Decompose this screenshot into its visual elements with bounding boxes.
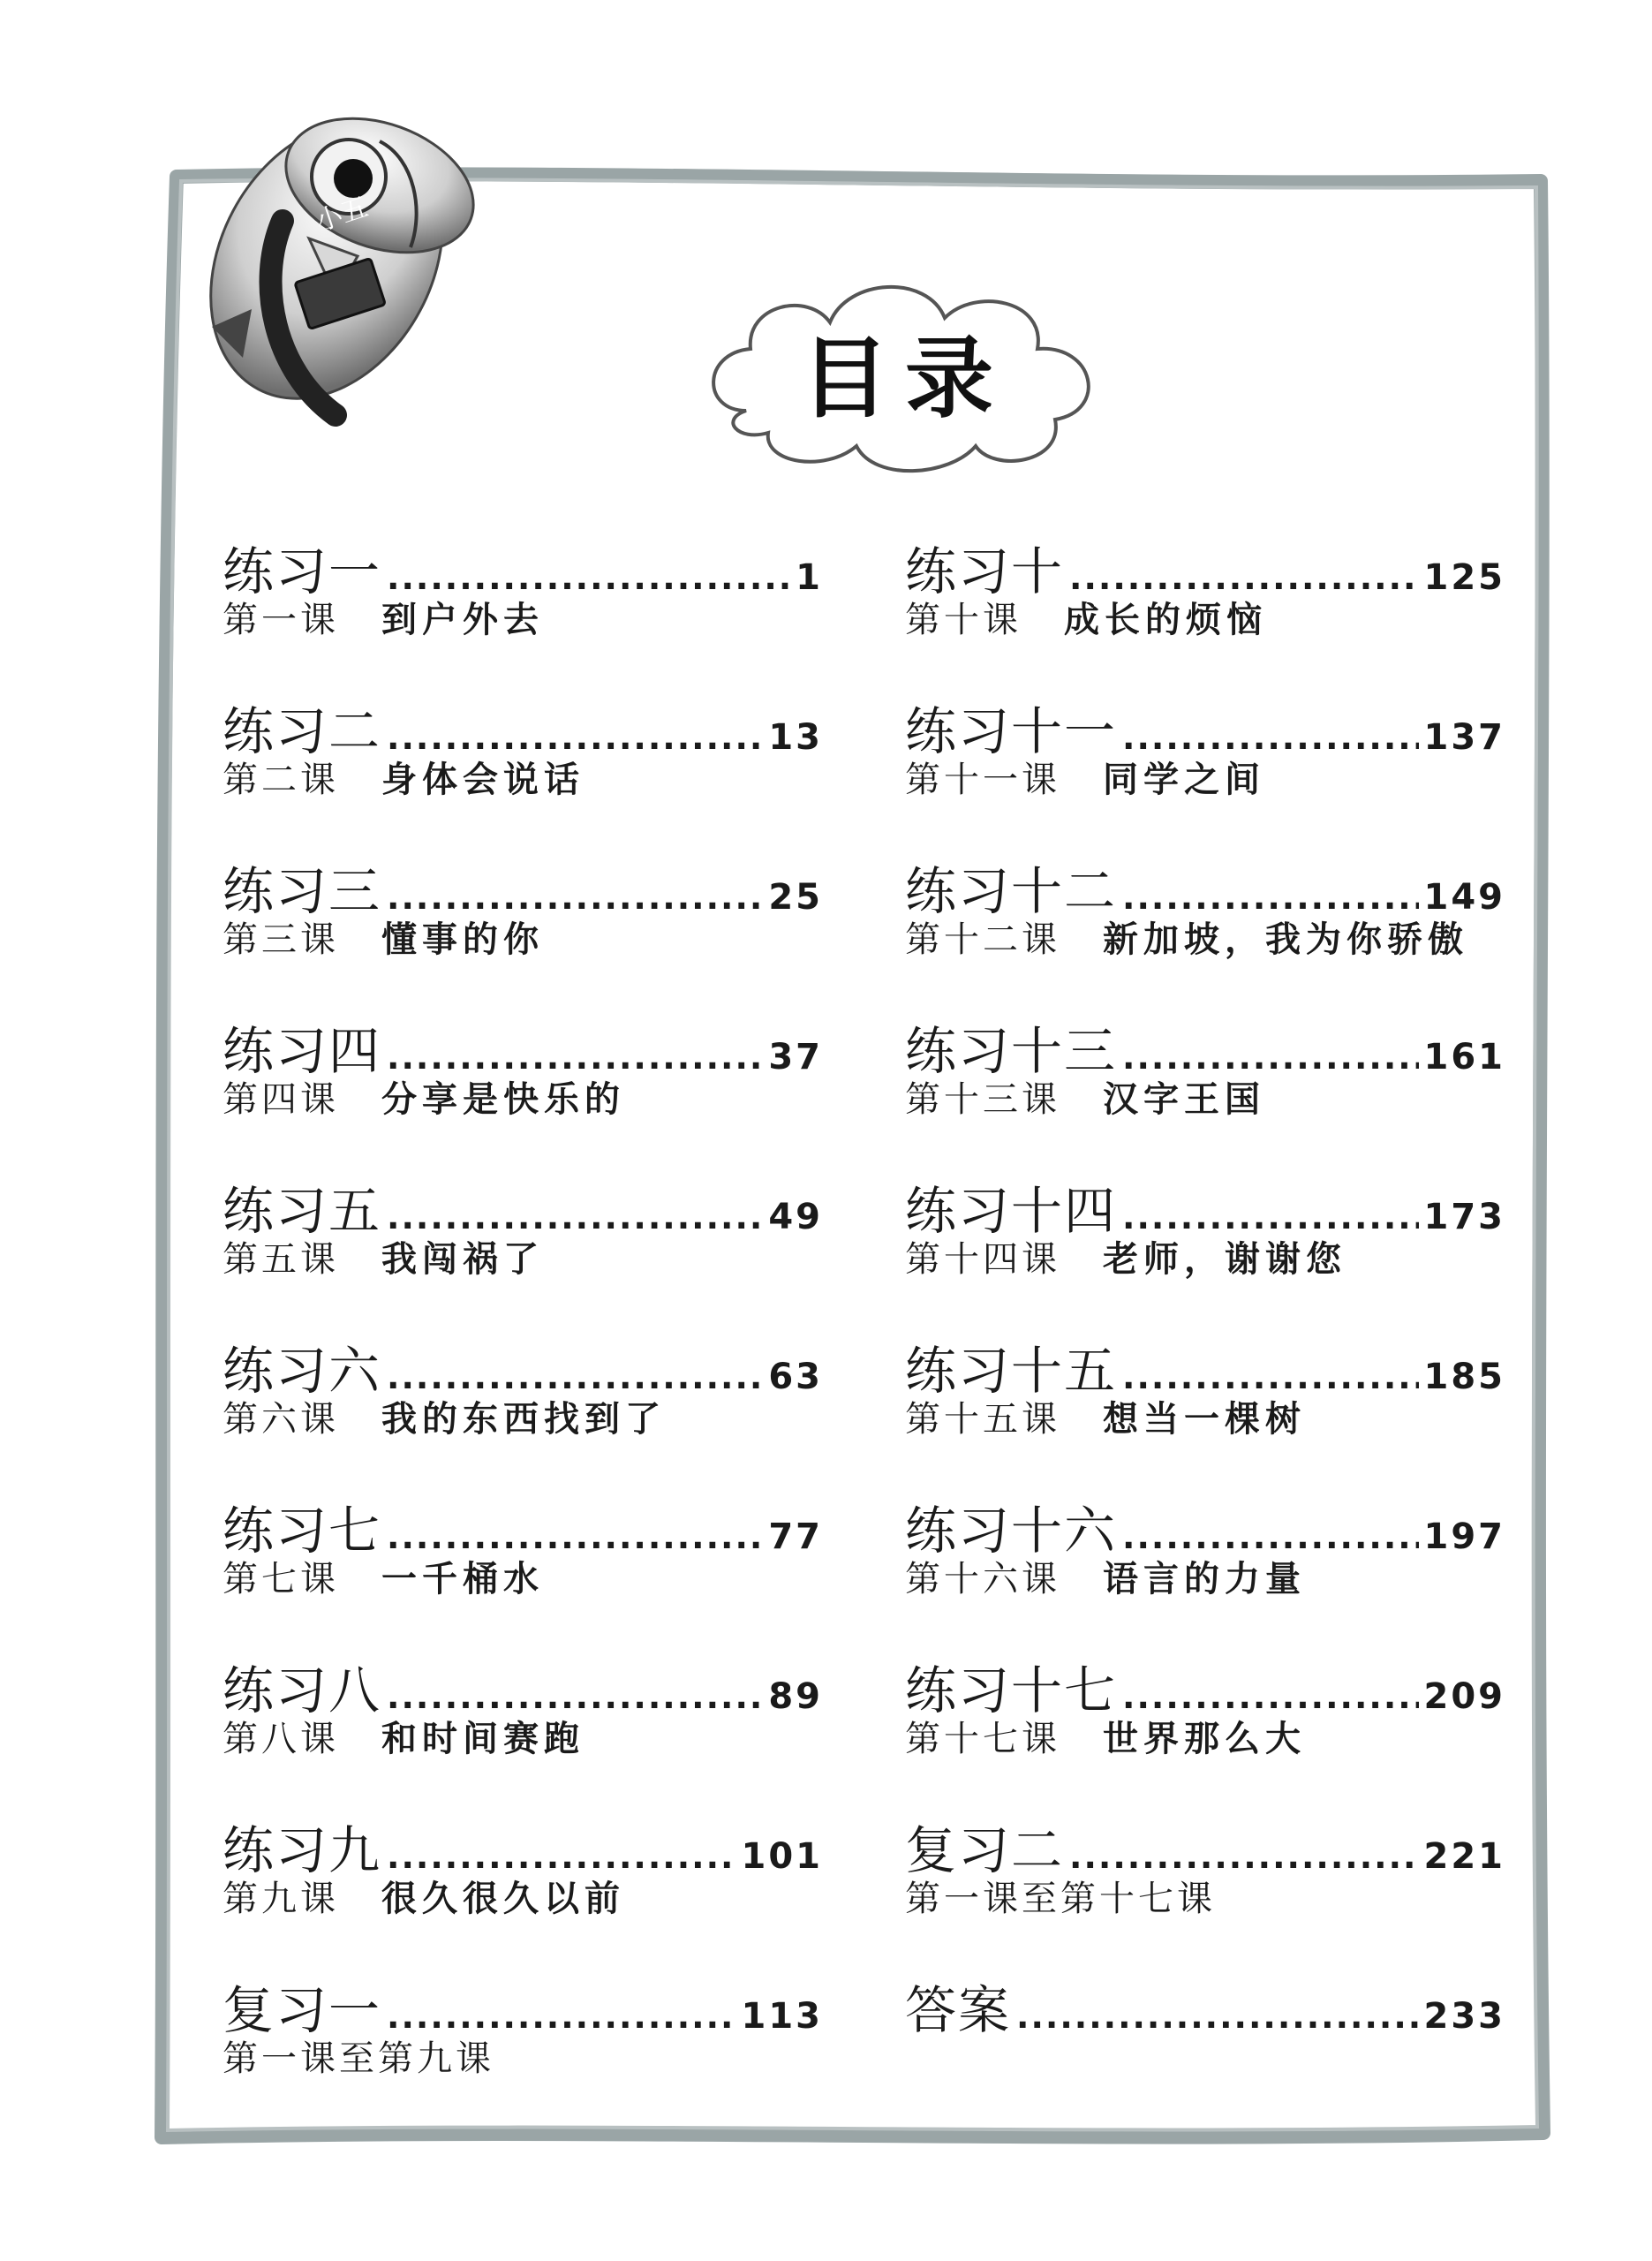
lesson-number: 第二课 [223,760,339,800]
toc-entry[interactable] [905,690,1505,850]
lesson-title: 成长的烦恼 [1064,600,1267,640]
toc-entry[interactable] [905,1010,1505,1169]
page-number: 37 [768,1037,823,1078]
lesson-number: 第六课 [223,1399,339,1440]
toc-entry[interactable] [905,1649,1505,1809]
lesson-number: 第十三课 [905,1079,1060,1120]
lesson-title: 和时间赛跑 [381,1719,585,1759]
exercise-label: 练习九 [223,1820,382,1880]
mascot-illustration [203,106,627,450]
lesson-title: 语言的力量 [1103,1559,1306,1599]
page-number: 185 [1423,1357,1505,1397]
page-number: 49 [768,1197,823,1237]
toc-entry[interactable] [223,1649,823,1809]
page-number: 209 [1423,1676,1505,1717]
toc-left-column [223,530,823,2129]
leader-dots [1016,1997,1418,2036]
lesson-title: 一千桶水 [381,1559,544,1599]
toc-entry[interactable] [905,1809,1505,1969]
lesson-number: 第三课 [223,919,339,960]
lesson-title: 分享是快乐的 [381,1079,625,1120]
toc-entry[interactable] [905,1489,1505,1649]
toc-entry[interactable] [905,1329,1505,1489]
exercise-label: 练习一 [223,541,382,601]
page-number: 221 [1423,1836,1505,1877]
lesson-number: 第七课 [223,1559,339,1599]
lesson-number: 第八课 [223,1719,339,1759]
toc-entry[interactable] [223,1489,823,1649]
page-number: 13 [768,717,823,758]
mascot-name-tag: 小五 [312,192,373,238]
lesson-title: 世界那么大 [1103,1719,1306,1759]
lesson-title: 很久很久以前 [381,1879,625,1919]
page-number: 233 [1423,1996,1505,2037]
page-number: 1 [796,557,823,598]
page-number: 25 [768,877,823,918]
lesson-number: 第十课 [905,600,1022,640]
lesson-number: 第十五课 [905,1399,1060,1440]
exercise-label: 复习二 [905,1820,1065,1880]
exercise-label: 练习十五 [905,1341,1118,1401]
toc-entry[interactable] [905,530,1505,690]
exercise-label: 练习十二 [905,861,1118,921]
lesson-number: 第一课至第九课 [223,2038,494,2079]
toc-entry[interactable] [223,1010,823,1169]
exercise-label: 复习一 [223,1980,382,2040]
lesson-title: 身体会说话 [381,760,585,800]
exercise-label: 练习二 [223,701,382,761]
toc-entry[interactable] [905,1969,1505,2129]
lesson-title: 老师，谢谢您 [1103,1239,1346,1280]
lesson-number: 第一课 [223,600,339,640]
lesson-title: 到户外去 [381,600,544,640]
toc-entry[interactable] [223,530,823,690]
page-number: 89 [768,1676,823,1717]
lesson-title: 同学之间 [1103,760,1265,800]
exercise-label: 练习七 [223,1501,382,1561]
page-number: 137 [1423,717,1505,758]
lesson-number: 第十二课 [905,919,1060,960]
exercise-label: 练习十四 [905,1181,1118,1241]
toc-entry[interactable] [223,850,823,1010]
lesson-title: 汉字王国 [1103,1079,1265,1120]
page-number: 101 [741,1836,823,1877]
toc-entry[interactable] [905,850,1505,1010]
toc-entry[interactable] [223,1809,823,1969]
toc-right-column [905,530,1505,2129]
toc-entry[interactable] [905,1169,1505,1329]
lesson-number: 第一课至第十七课 [905,1879,1216,1919]
exercise-label: 练习十三 [905,1021,1118,1081]
exercise-label: 练习十一 [905,701,1118,761]
toc-entry[interactable] [223,690,823,850]
page-number: 125 [1423,557,1505,598]
exercise-label: 练习四 [223,1021,382,1081]
exercise-label: 练习六 [223,1341,382,1401]
title-cloud [684,256,1126,486]
toc-entry[interactable] [223,1969,823,2129]
lesson-number: 第五课 [223,1239,339,1280]
lesson-number: 第十六课 [905,1559,1060,1599]
lesson-title: 想当一棵树 [1103,1399,1306,1440]
lesson-number: 第十七课 [905,1719,1060,1759]
lesson-number: 第十四课 [905,1239,1060,1280]
lesson-title: 懂事的你 [381,919,544,960]
toc-entry[interactable] [223,1169,823,1329]
exercise-label: 练习十六 [905,1501,1118,1561]
page-number: 197 [1423,1516,1505,1557]
lesson-number: 第四课 [223,1079,339,1120]
exercise-label: 答案 [905,1980,1012,2040]
exercise-label: 练习十七 [905,1660,1118,1720]
exercise-label: 练习八 [223,1660,382,1720]
lesson-number: 第十一课 [905,760,1060,800]
page-number: 161 [1423,1037,1505,1078]
lesson-title: 我闯祸了 [381,1239,544,1280]
toc-entry[interactable] [223,1329,823,1489]
page-number: 77 [768,1516,823,1557]
lesson-title: 我的东西找到了 [381,1399,666,1440]
page-number: 113 [741,1996,823,2037]
page-number: 173 [1423,1197,1505,1237]
page-number: 63 [768,1357,823,1397]
page-number: 149 [1423,877,1505,918]
page-title: 目录 [801,327,1009,430]
exercise-label: 练习五 [223,1181,382,1241]
lesson-number: 第九课 [223,1879,339,1919]
exercise-label: 练习三 [223,861,382,921]
lesson-title: 新加坡，我为你骄傲 [1103,919,1468,960]
exercise-label: 练习十 [905,541,1065,601]
